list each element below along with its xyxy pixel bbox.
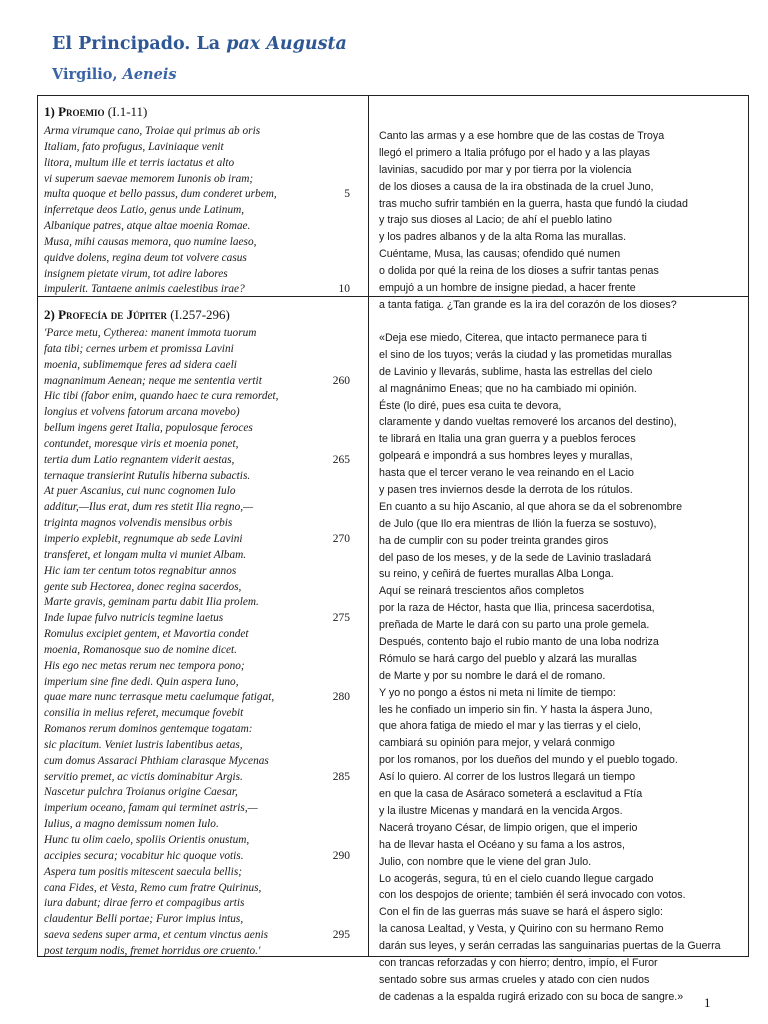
spanish-translation-line: por los romanos, por los dueños del mundo y el pueblo togado. <box>379 754 678 767</box>
latin-verse-line <box>44 564 354 580</box>
latin-verse-line <box>44 358 354 374</box>
spanish-translation-line: Canto las armas y a ese hombre que de las costas de Troya <box>379 130 665 142</box>
latin-verse-line <box>44 203 354 219</box>
latin-verse-line <box>44 374 354 390</box>
spanish-translation-line: ha de cumplir con su poder treinta grandes giros <box>379 534 609 547</box>
verse-text: Hic tibi (fabor enim, quando haec te cura remordet, <box>44 390 279 403</box>
latin-verse-line <box>44 219 354 235</box>
column-divider <box>368 96 369 956</box>
latin-verse-line <box>44 405 354 421</box>
spanish-translation-line: Rómulo se hará cargo del pueblo y alzará las murallas <box>379 652 637 665</box>
title-prefix: El Principado. La <box>52 34 227 54</box>
spanish-translation-line: Éste (lo diré, pues esa cuita te devora, <box>379 399 562 412</box>
spanish-translation-line: ha de llevar hasta el Océano y su fama a los astros, <box>379 838 625 851</box>
latin-verse-line <box>44 643 354 659</box>
latin-verse-line <box>44 611 354 627</box>
verse-number: 260 <box>332 374 350 387</box>
verse-text: servitio premet, ac victis dominabitur Argis. <box>44 770 243 783</box>
subtitle-author: Virgilio, <box>52 66 123 83</box>
latin-verse-line <box>44 770 354 786</box>
spanish-translation-line: lavinias, sacudido por mar y por tierra por la violencia <box>379 163 632 176</box>
latin-text-profecia <box>44 326 354 960</box>
section-label: 2) Profecía de Júpiter <box>44 307 168 322</box>
section-ref: (I.1-11) <box>104 104 148 119</box>
verse-text: Marte gravis, geminam partu dabit Ilia prolem. <box>44 596 259 609</box>
verse-text: ternaque transierint Rutulis hiberna subactis. <box>44 469 251 482</box>
verse-text: Aspera tum positis mitescent saecula bellis; <box>44 865 242 878</box>
verse-text: Hunc tu olim caelo, spoliis Orientis onustum, <box>44 834 250 846</box>
verse-text: Romanos rerum dominos gentemque togatam: <box>44 723 253 736</box>
verse-text: gente sub Hectorea, donec regina sacerdos, <box>44 580 242 593</box>
latin-verse-line <box>44 251 354 267</box>
spanish-translation-line: Con el fin de las guerras más suave se hará el áspero siglo: <box>379 906 663 919</box>
spanish-text-profecia <box>379 330 745 1006</box>
spanish-translation-line: Lo acogerás, segura, tú en el cielo cuando llegue cargado <box>379 872 654 885</box>
spanish-translation-line: darán sus leyes, y serán cerradas las sanguinarias puertas de la Guerra <box>379 940 721 953</box>
verse-text: magnanimum Aenean; neque me sententia vertit <box>44 374 262 387</box>
verse-text: litora, multum ille et terris iactatus et alto <box>44 156 235 169</box>
latin-text-proemio <box>44 124 354 298</box>
spanish-translation-line: la canosa Lealtad, y Vesta, y Quirino con su hermano Remo <box>379 923 664 936</box>
spanish-translation-line: Julio, con nombre que le viene del gran Julo. <box>379 855 592 868</box>
spanish-translation-line: tras mucho sufrir también en la guerra, hasta que fundó la ciudad <box>379 197 688 210</box>
verse-text: multa quoque et bello passus, dum conderet urbem, <box>44 188 277 201</box>
spanish-translation-line: te librará en Italia una gran guerra y a pueblos feroces <box>379 433 636 446</box>
spanish-translation-line: con trancas reforzadas y con hierro; dentro, impío, el Furor <box>379 956 658 969</box>
latin-verse-line <box>44 785 354 801</box>
latin-verse-line <box>44 156 354 172</box>
spanish-translation-line: en que la casa de Asáraco someterá a esclavitud a Ftía <box>379 788 643 801</box>
spanish-translation-line: empujó a un hombre de insigne piedad, a hacer frente <box>379 282 636 295</box>
latin-verse-line <box>44 896 354 912</box>
verse-number: 285 <box>332 770 350 783</box>
spanish-translation-line: de los dioses a causa de la ira obstinada de la cruel Juno, <box>379 180 654 193</box>
verse-text: triginta magnos volvendis mensibus orbis <box>44 517 233 530</box>
latin-verse-line <box>44 627 354 643</box>
spanish-text-proemio <box>379 128 745 314</box>
latin-verse-line <box>44 342 354 358</box>
spanish-translation-line: su reino, y ceñirá de fuertes murallas Alba Longa. <box>379 568 614 581</box>
verse-text: quae mare nunc terrasque metu caelumque fatigat, <box>44 691 275 704</box>
spanish-translation-line: y la ilustre Micenas y mandará en la vencida Argos. <box>379 804 623 817</box>
section-ref: (I.257-296) <box>167 307 230 322</box>
spanish-translation-line: o dolida por qué la reina de los dioses a sufrir tantas penas <box>379 265 659 278</box>
spanish-translation-line: al magnánimo Eneas; que no ha cambiado mi opinión. <box>379 382 637 395</box>
verse-number: 10 <box>338 283 350 296</box>
subtitle-work: Aeneis <box>122 66 177 83</box>
spanish-translation-line: claramente y dando vueltas removeré los arcanos del destino), <box>379 416 677 429</box>
spanish-translation-line: golpeará e impondrá a sus hombres leyes y murallas, <box>379 450 633 463</box>
spanish-translation-line: Y yo no pongo a éstos ni meta ni límite de tiempo: <box>379 686 616 699</box>
spanish-translation-line: de cadenas a la espalda rugirá erizado con su boca de sangre.» <box>379 990 684 1003</box>
spanish-translation-line: de Julo (que Ilo era mientras de Ilión la fuerza se sostuvo), <box>379 517 657 530</box>
spanish-translation-line: Nacerá troyano César, de limpio origen, que el imperio <box>379 821 638 834</box>
spanish-translation-line: sentado sobre sus armas crueles y atado con cien nudos <box>379 973 650 986</box>
latin-verse-line <box>44 817 354 833</box>
verse-text: moenia, sublimemque feres ad sidera caeli <box>44 358 237 371</box>
spanish-translation-line: preñada de Marte le dará con su parto una prole gemela. <box>379 619 650 632</box>
verse-text: iura dabunt; dirae ferro et compagibus artis <box>44 897 245 910</box>
verse-text: Arma virumque cano, Troiae qui primus ab oris <box>44 125 261 137</box>
text-table <box>37 95 749 1003</box>
verse-text: imperium sine fine dedi. Quin aspera Iuno, <box>44 675 239 688</box>
title-italic: pax Augusta <box>226 34 347 54</box>
latin-verse-line <box>44 532 354 548</box>
latin-verse-line <box>44 267 354 283</box>
verse-text: transferet, et longam multa vi muniet Albam. <box>44 548 247 561</box>
latin-verse-line <box>44 282 354 298</box>
verse-text: Musa, mihi causas memora, quo numine laeso, <box>44 235 257 248</box>
verse-number: 275 <box>332 612 350 625</box>
verse-text: impulerit. Tantaene animis caelestibus irae? <box>44 283 245 296</box>
latin-verse-line <box>44 500 354 516</box>
latin-verse-line <box>44 595 354 611</box>
page-number: 1 <box>704 995 711 1010</box>
spanish-translation-line: y trajo sus dioses al Lacio; de ahí el pueblo latino <box>379 214 612 227</box>
section-heading-profecia <box>44 308 230 322</box>
verse-text: At puer Ascanius, cui nunc cognomen Iulo <box>44 485 236 498</box>
spanish-translation-line: Así lo quiero. Al correr de los lustros llegará un tiempo <box>379 771 636 784</box>
verse-number: 295 <box>332 929 350 942</box>
verse-text: inferretque deos Latio, genus unde Latinum, <box>44 204 245 217</box>
verse-text: claudentur Belli portae; Furor impius intus, <box>44 913 244 926</box>
verse-text: Inde lupae fulvo nutricis tegmine laetus <box>44 612 224 625</box>
latin-verse-line <box>44 548 354 564</box>
latin-verse-line <box>44 140 354 156</box>
spanish-translation-line: con los despojos de oriente; también él será invocado con votos. <box>379 889 686 902</box>
spanish-translation-line: les he confiado un imperio sin fin. Y hasta la áspera Juno, <box>379 703 653 716</box>
verse-text: bellum ingens geret Italia, populosque feroces <box>44 422 253 435</box>
verse-text: accipies secura; vocabitur hic quoque votis. <box>44 849 244 862</box>
latin-verse-line <box>44 675 354 691</box>
verse-number: 280 <box>332 691 350 704</box>
latin-verse-line <box>44 659 354 675</box>
spanish-translation-line: por la raza de Héctor, hasta que Ilia, princesa sacerdotisa, <box>379 602 655 615</box>
page-title <box>52 34 347 54</box>
verse-text: saeva sedens super arma, et centum vinctus aenis <box>44 929 269 942</box>
latin-verse-line <box>44 801 354 817</box>
latin-verse-line <box>44 722 354 738</box>
verse-text: longius et volvens fatorum arcana movebo) <box>44 406 240 419</box>
spanish-translation-line: cambiará su opinión para mejor, y velará conmigo <box>379 737 615 750</box>
latin-verse-line <box>44 833 354 849</box>
latin-verse-line <box>44 235 354 251</box>
latin-verse-line <box>44 754 354 770</box>
latin-verse-line <box>44 389 354 405</box>
verse-text: 'Parce metu, Cytherea: manent immota tuorum <box>44 327 257 339</box>
verse-text: tertia dum Latio regnantem viderit aestas, <box>44 453 235 466</box>
latin-verse-line <box>44 944 354 960</box>
spanish-translation-line: del paso de los meses, y de la sede de Lavinio trasladará <box>379 551 652 564</box>
latin-verse-line <box>44 326 354 342</box>
verse-text: imperio explebit, regnumque ab sede Lavini <box>44 532 243 545</box>
verse-text: additur,—Ilus erat, dum res stetit Ilia regno,— <box>44 501 254 514</box>
verse-text: moenia, Romanosque suo de nomine dicet. <box>44 643 237 656</box>
verse-number: 265 <box>332 453 350 466</box>
verse-text: Albanique patres, atque altae moenia Romae. <box>44 220 251 233</box>
verse-text: fata tibi; cernes urbem et promissa Lavini <box>44 342 234 355</box>
verse-text: quidve dolens, regina deum tot volvere casus <box>44 251 247 264</box>
latin-verse-line <box>44 469 354 485</box>
spanish-translation-line: a tanta fatiga. ¿Tan grande es la ira del corazón de los dioses? <box>379 298 677 311</box>
spanish-translation-line: Después, contento bajo el rubio manto de una loba nodriza <box>379 636 659 649</box>
spanish-translation-line: y pasen tres inviernos desde la derrota de los rútulos. <box>379 484 633 497</box>
spanish-translation-line: que ahora fatiga de miedo el mar y las tierras y el cielo, <box>379 720 641 733</box>
spanish-translation-line: de Lavinio y llevarás, sublime, hasta las estrellas del cielo <box>379 365 653 378</box>
page-subtitle <box>52 66 177 83</box>
latin-verse-line <box>44 124 354 140</box>
latin-verse-line <box>44 738 354 754</box>
verse-text: His ego nec metas rerum nec tempora pono; <box>44 659 245 672</box>
verse-text: Nascetur pulchra Troianus origine Caesar, <box>44 786 238 799</box>
latin-verse-line <box>44 928 354 944</box>
latin-verse-line <box>44 421 354 437</box>
verse-text: Iulius, a magno demissum nomen Iulo. <box>44 818 219 831</box>
verse-text: cana Fides, et Vesta, Remo cum fratre Quirinus, <box>44 881 262 894</box>
latin-verse-line <box>44 706 354 722</box>
spanish-translation-line: En cuanto a su hijo Ascanio, al que ahora se da el sobrenombre <box>379 500 683 513</box>
verse-text: post tergum nodis, fremet horridus ore cruento.' <box>44 944 261 957</box>
verse-text: cum domus Assaraci Phthiam clarasque Mycenas <box>44 754 269 767</box>
section-label: 1) Proemio <box>44 104 105 119</box>
spanish-translation-line: de Marte y por su nombre le dará el de romano. <box>379 669 606 682</box>
latin-verse-line <box>44 516 354 532</box>
verse-text: contundet, moresque viris et moenia ponet, <box>44 437 239 450</box>
latin-verse-line <box>44 580 354 596</box>
latin-verse-line <box>44 865 354 881</box>
verse-number: 270 <box>332 532 350 545</box>
spanish-translation-line: y los padres albanos y de la alta Roma las murallas. <box>379 231 627 244</box>
verse-number: 5 <box>344 188 350 201</box>
section-heading-proemio <box>44 105 147 119</box>
latin-verse-line <box>44 453 354 469</box>
verse-text: Romulus excipiet gentem, et Mavortia condet <box>44 628 249 641</box>
verse-number: 290 <box>332 849 350 862</box>
latin-verse-line <box>44 690 354 706</box>
latin-verse-line <box>44 912 354 928</box>
latin-verse-line <box>44 849 354 865</box>
spanish-translation-line: «Deja ese miedo, Citerea, que intacto permanece para ti <box>379 332 647 344</box>
latin-verse-line <box>44 187 354 203</box>
spanish-translation-line: hasta que el tercer verano le vea reinando en el Lacio <box>379 467 634 480</box>
verse-text: Italiam, fato profugus, Laviniaque venit <box>44 140 224 153</box>
verse-text: imperium oceano, famam qui terminet astris,— <box>44 802 258 815</box>
spanish-translation-line: el sino de los tuyos; verás la ciudad y las prometidas murallas <box>379 348 672 361</box>
verse-text: vi superum saevae memorem Iunonis ob iram; <box>44 172 254 185</box>
latin-verse-line <box>44 881 354 897</box>
verse-text: insignem pietate virum, tot adire labores <box>44 267 228 280</box>
verse-text: Hic iam ter centum totos regnabitur annos <box>44 564 237 577</box>
latin-verse-line <box>44 437 354 453</box>
latin-verse-line <box>44 172 354 188</box>
spanish-translation-line: Aquí se reinará trescientos años completos <box>379 585 584 598</box>
latin-verse-line <box>44 484 354 500</box>
verse-text: sic placitum. Veniet lustris labentibus aetas, <box>44 738 243 751</box>
verse-text: consilia in melius referet, mecumque fovebit <box>44 707 244 720</box>
spanish-translation-line: llegó el primero a Italia prófugo por el hado y a las playas <box>379 146 650 159</box>
spanish-translation-line: Cuéntame, Musa, las causas; ofendido qué numen <box>379 248 621 261</box>
